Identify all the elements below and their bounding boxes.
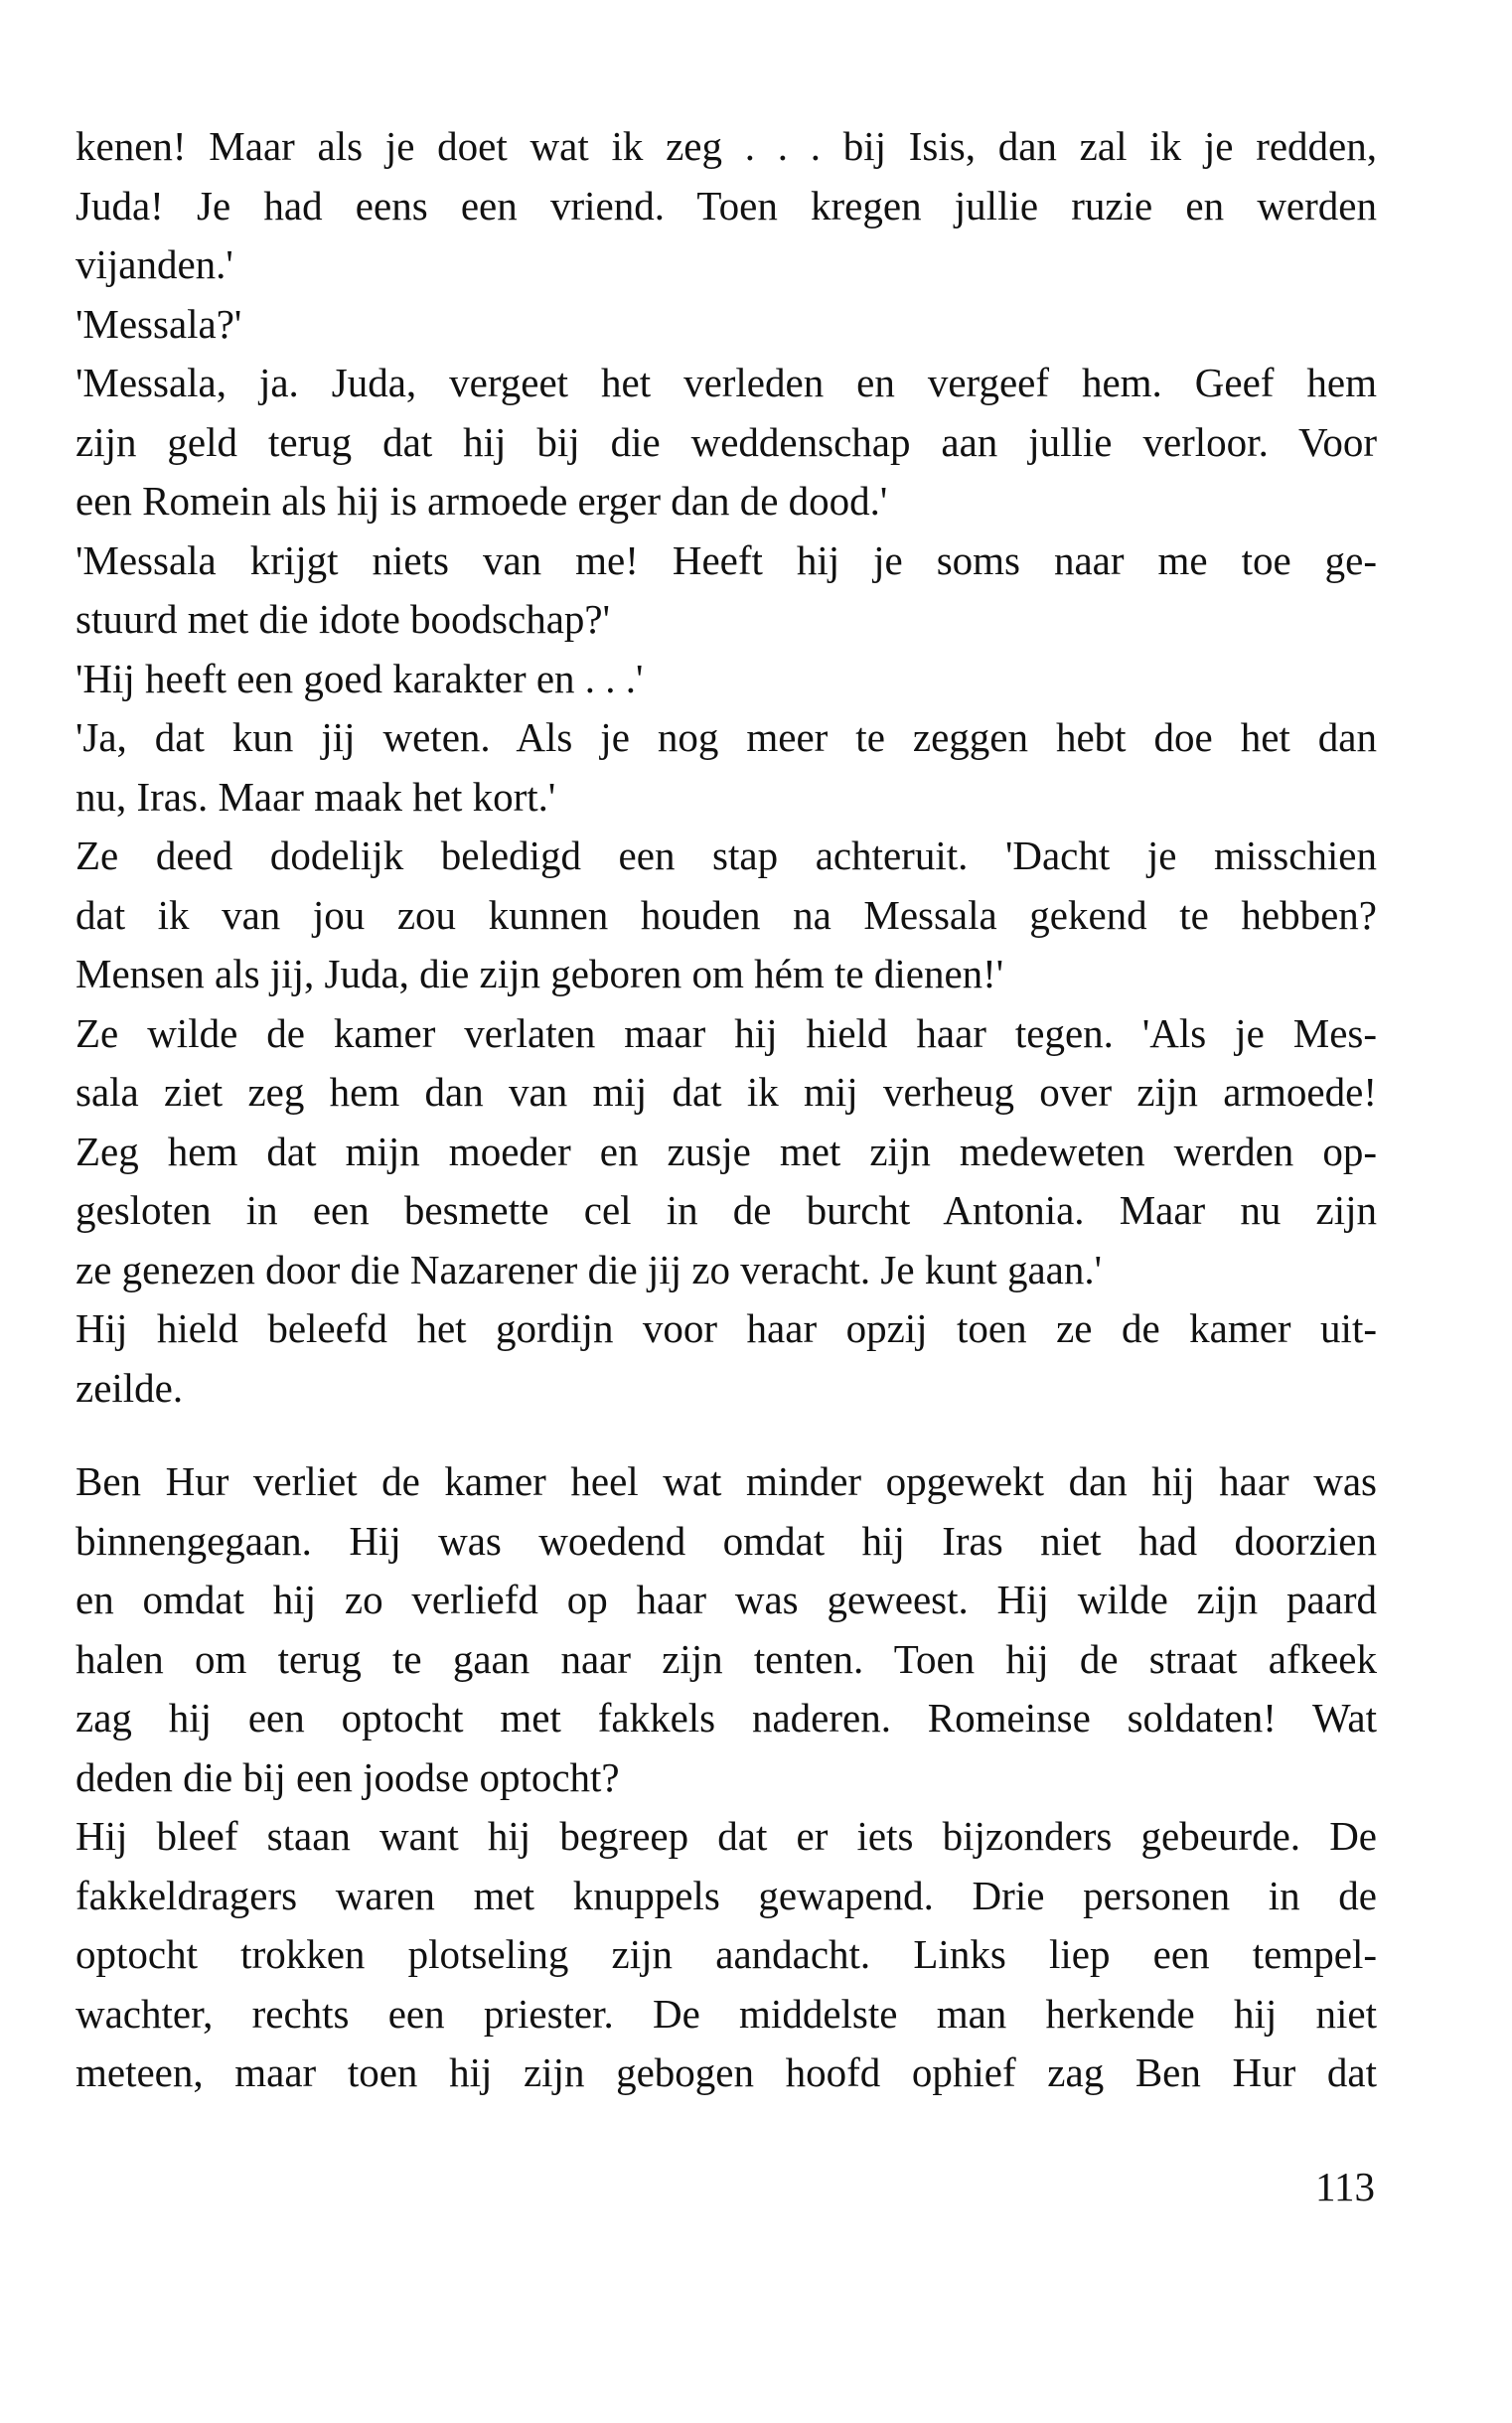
text-line: zeilde. [76,1364,184,1411]
text-line: fakkeldragers waren met knuppels gewapend. Drie personen in de [76,1872,1377,1918]
text-section-narrative [76,1452,1377,2103]
text-line: wachter, rechts een priester. De middelste man herkende hij niet [76,1990,1377,2037]
text-line: Hij hield beleefd het gordijn voor haar opzij toen ze de kamer uit- [76,1305,1377,1351]
text-line: meteen, maar toen hij zijn gebogen hoofd ophief zag Ben Hur dat [76,2049,1377,2095]
text-line: Ze wilde de kamer verlaten maar hij hield haar tegen. 'Als je Mes- [76,1009,1377,1056]
text-line: zag hij een optocht met fakkels naderen. Romeinse soldaten! Wat [76,1695,1377,1741]
text-line: vijanden.' [76,241,233,287]
text-line: dat ik van jou zou kunnen houden na Messala gekend te hebben? [76,891,1377,938]
text-section-dialogue [76,117,1377,1418]
text-line: nu, Iras. Maar maak het kort.' [76,773,556,820]
text-line: stuurd met die idote boodschap?' [76,596,610,642]
text-line: optocht trokken plotseling zijn aandacht. Links liep een tempel- [76,1931,1377,1977]
text-line: zijn geld terug dat hij bij die weddenschap aan jullie verloor. Voor [76,418,1377,465]
page-number: 113 [1315,2164,1375,2209]
text-line: 'Hij heeft een goed karakter en . . .' [76,655,644,701]
text-line: 'Messala, ja. Juda, vergeet het verleden en vergeef hem. Geef hem [76,360,1377,405]
text-line: ze genezen door die Nazarener die jij zo veracht. Je kunt gaan.' [76,1246,1103,1292]
text-line: Mensen als jij, Juda, die zijn geboren om hém te dienen!' [76,951,1004,996]
text-line: binnengegaan. Hij was woedend omdat hij Iras niet had doorzien [76,1517,1377,1564]
text-line: 'Ja, dat kun jij weten. Als je nog meer te zeggen hebt doe het dan [76,714,1377,760]
text-line: een Romein als hij is armoede erger dan de dood.' [76,478,888,524]
text-line: kenen! Maar als je doet wat ik zeg . . . bij Isis, dan zal ik je redden, [76,123,1377,169]
text-line: en omdat hij zo verliefd op haar was geweest. Hij wilde zijn paard [76,1577,1377,1622]
text-line: 'Messala?' [76,300,242,347]
text-line: deden die bij een joodse optocht? [76,1753,620,1800]
text-line: sala ziet zeg hem dan van mij dat ik mij verheug over zijn armoede! [76,1069,1377,1115]
text-line: 'Messala krijgt niets van me! Heeft hij je soms naar me toe ge- [76,536,1377,583]
text-line: halen om terug te gaan naar zijn tenten. Toen hij de straat afkeek [76,1635,1377,1682]
text-line: gesloten in een besmette cel in de burcht Antonia. Maar nu zijn [76,1187,1377,1233]
text-line: Juda! Je had eens een vriend. Toen kregen jullie ruzie en werden [76,182,1377,228]
text-line: Hij bleef staan want hij begreep dat er iets bijzonders gebeurde. De [76,1813,1377,1859]
text-line: Zeg hem dat mijn moeder en zusje met zijn medeweten werden op- [76,1128,1377,1174]
text-line: Ze deed dodelijk beledigd een stap achteruit. 'Dacht je misschien [76,833,1377,878]
text-line: Ben Hur verliet de kamer heel wat minder opgewekt dan hij haar was [76,1458,1377,1504]
